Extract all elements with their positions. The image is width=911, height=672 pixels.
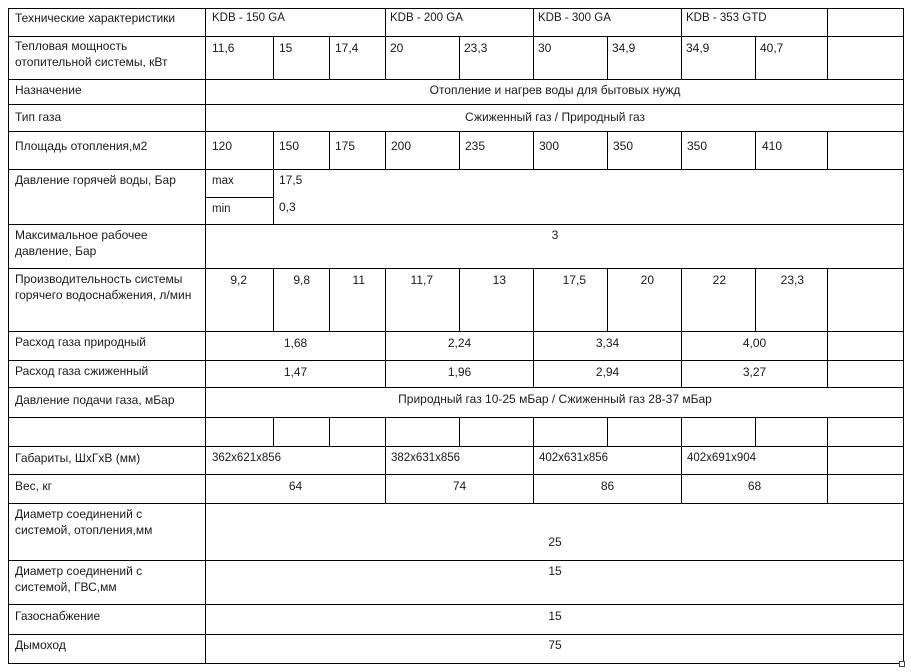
weight-value: 86 (600, 479, 615, 493)
area-label: Площадь отопления,м2 (15, 139, 148, 153)
gas-liquefied-label: Расход газа сжиженный (15, 364, 149, 378)
area-value: 235 (465, 139, 486, 153)
model-name: KDB - 300 GA (538, 12, 611, 24)
power-value: 23,3 (464, 41, 488, 55)
weight-label: Вес, кг (15, 479, 52, 493)
model-name: KDB - 150 GA (212, 12, 285, 24)
power-value: 20 (390, 41, 404, 55)
area-value: 200 (391, 139, 412, 153)
gas-type-label: Тип газа (15, 110, 62, 124)
dhw-capacity-value: 9,2 (230, 273, 247, 287)
dimensions-value: 402x691x904 (687, 452, 757, 464)
area-value: 150 (279, 139, 300, 153)
dimensions-value: 362x621x856 (212, 452, 282, 464)
heating-connection-label: Диаметр соединений с системой, отопления,мм (15, 507, 153, 537)
min-value: 0,3 (279, 200, 296, 214)
power-label: Тепловая мощность отопительной системы, кВт (15, 39, 168, 69)
header-label: Технические характеристики (15, 11, 176, 25)
chimney-value: 75 (548, 638, 562, 652)
power-value: 40,7 (760, 41, 784, 55)
area-value: 175 (335, 139, 356, 153)
area-value: 350 (687, 139, 708, 153)
power-value: 30 (538, 41, 552, 55)
dhw-capacity-label: Производительность системы горячего водоснабжения, л/мин (15, 272, 192, 302)
power-value: 17,4 (335, 41, 359, 55)
power-value: 34,9 (686, 41, 710, 55)
power-value: 11,6 (212, 41, 235, 55)
dimensions-value: 402x631x856 (539, 452, 609, 464)
min-label: min (212, 203, 231, 215)
dhw-capacity-value: 22 (712, 273, 726, 287)
gas-natural-value: 1,68 (283, 336, 308, 350)
weight-value: 64 (288, 479, 303, 493)
gas-liquefied-value: 2,94 (595, 365, 620, 379)
max-value: 17,5 (279, 173, 303, 187)
model-name: KDB - 353 GTD (686, 12, 767, 24)
gas-supply-value: 15 (548, 609, 562, 623)
gas-liquefied-value: 3,27 (742, 365, 767, 379)
dhw-capacity-value: 13 (492, 273, 506, 287)
dhw-capacity-value: 23,3 (780, 273, 804, 287)
purpose-value: Отопление и нагрев воды для бытовых нужд (429, 83, 681, 97)
gas-natural-value: 2,24 (447, 336, 472, 350)
max-label: max (212, 175, 234, 187)
dhw-capacity-value: 11 (352, 273, 365, 287)
area-value: 120 (212, 139, 233, 153)
power-value: 34,9 (612, 41, 636, 55)
gas-type-value: Сжиженный газ / Природный газ (465, 110, 645, 124)
dimensions-value: 382x631x856 (391, 452, 461, 464)
dhw-capacity-value: 20 (640, 273, 654, 287)
model-name: KDB - 200 GA (390, 12, 463, 24)
power-value: 15 (279, 41, 293, 55)
gas-pressure-value: Природный газ 10-25 мБар / Сжиженный газ 28-37 мБар (398, 392, 712, 406)
max-working-pressure-label: Максимальное рабочее давление, Бар (15, 228, 148, 258)
gas-natural-label: Расход газа природный (15, 335, 146, 349)
gas-natural-value: 3,34 (595, 336, 620, 350)
area-value: 350 (613, 139, 634, 153)
dhw-connection-value: 15 (548, 564, 562, 578)
gas-liquefied-value: 1,96 (447, 365, 472, 379)
gas-pressure-label: Давление подачи газа, мБар (15, 393, 175, 407)
dhw-connection-label: Диаметр соединений с системой, ГВС,мм (15, 564, 143, 594)
purpose-label: Назначение (15, 83, 82, 97)
dhw-capacity-value: 9,8 (293, 273, 310, 287)
dhw-capacity-value: 11,7 (410, 273, 433, 287)
gas-natural-value: 4,00 (742, 336, 767, 350)
resize-handle[interactable] (899, 661, 905, 667)
chimney-label: Дымоход (15, 638, 66, 652)
gas-supply-label: Газоснабжение (15, 609, 101, 623)
hot-water-pressure-label: Давление горячей воды, Бар (15, 173, 176, 187)
area-value: 410 (762, 139, 783, 153)
heating-connection-value: 25 (548, 535, 562, 549)
max-working-pressure-value: 3 (551, 228, 559, 242)
weight-value: 74 (452, 479, 467, 493)
area-value: 300 (539, 139, 560, 153)
weight-value: 68 (747, 479, 762, 493)
dimensions-label: Габариты, ШхГхВ (мм) (15, 451, 141, 465)
gas-liquefied-value: 1,47 (283, 365, 308, 379)
dhw-capacity-value: 17,5 (562, 273, 586, 287)
